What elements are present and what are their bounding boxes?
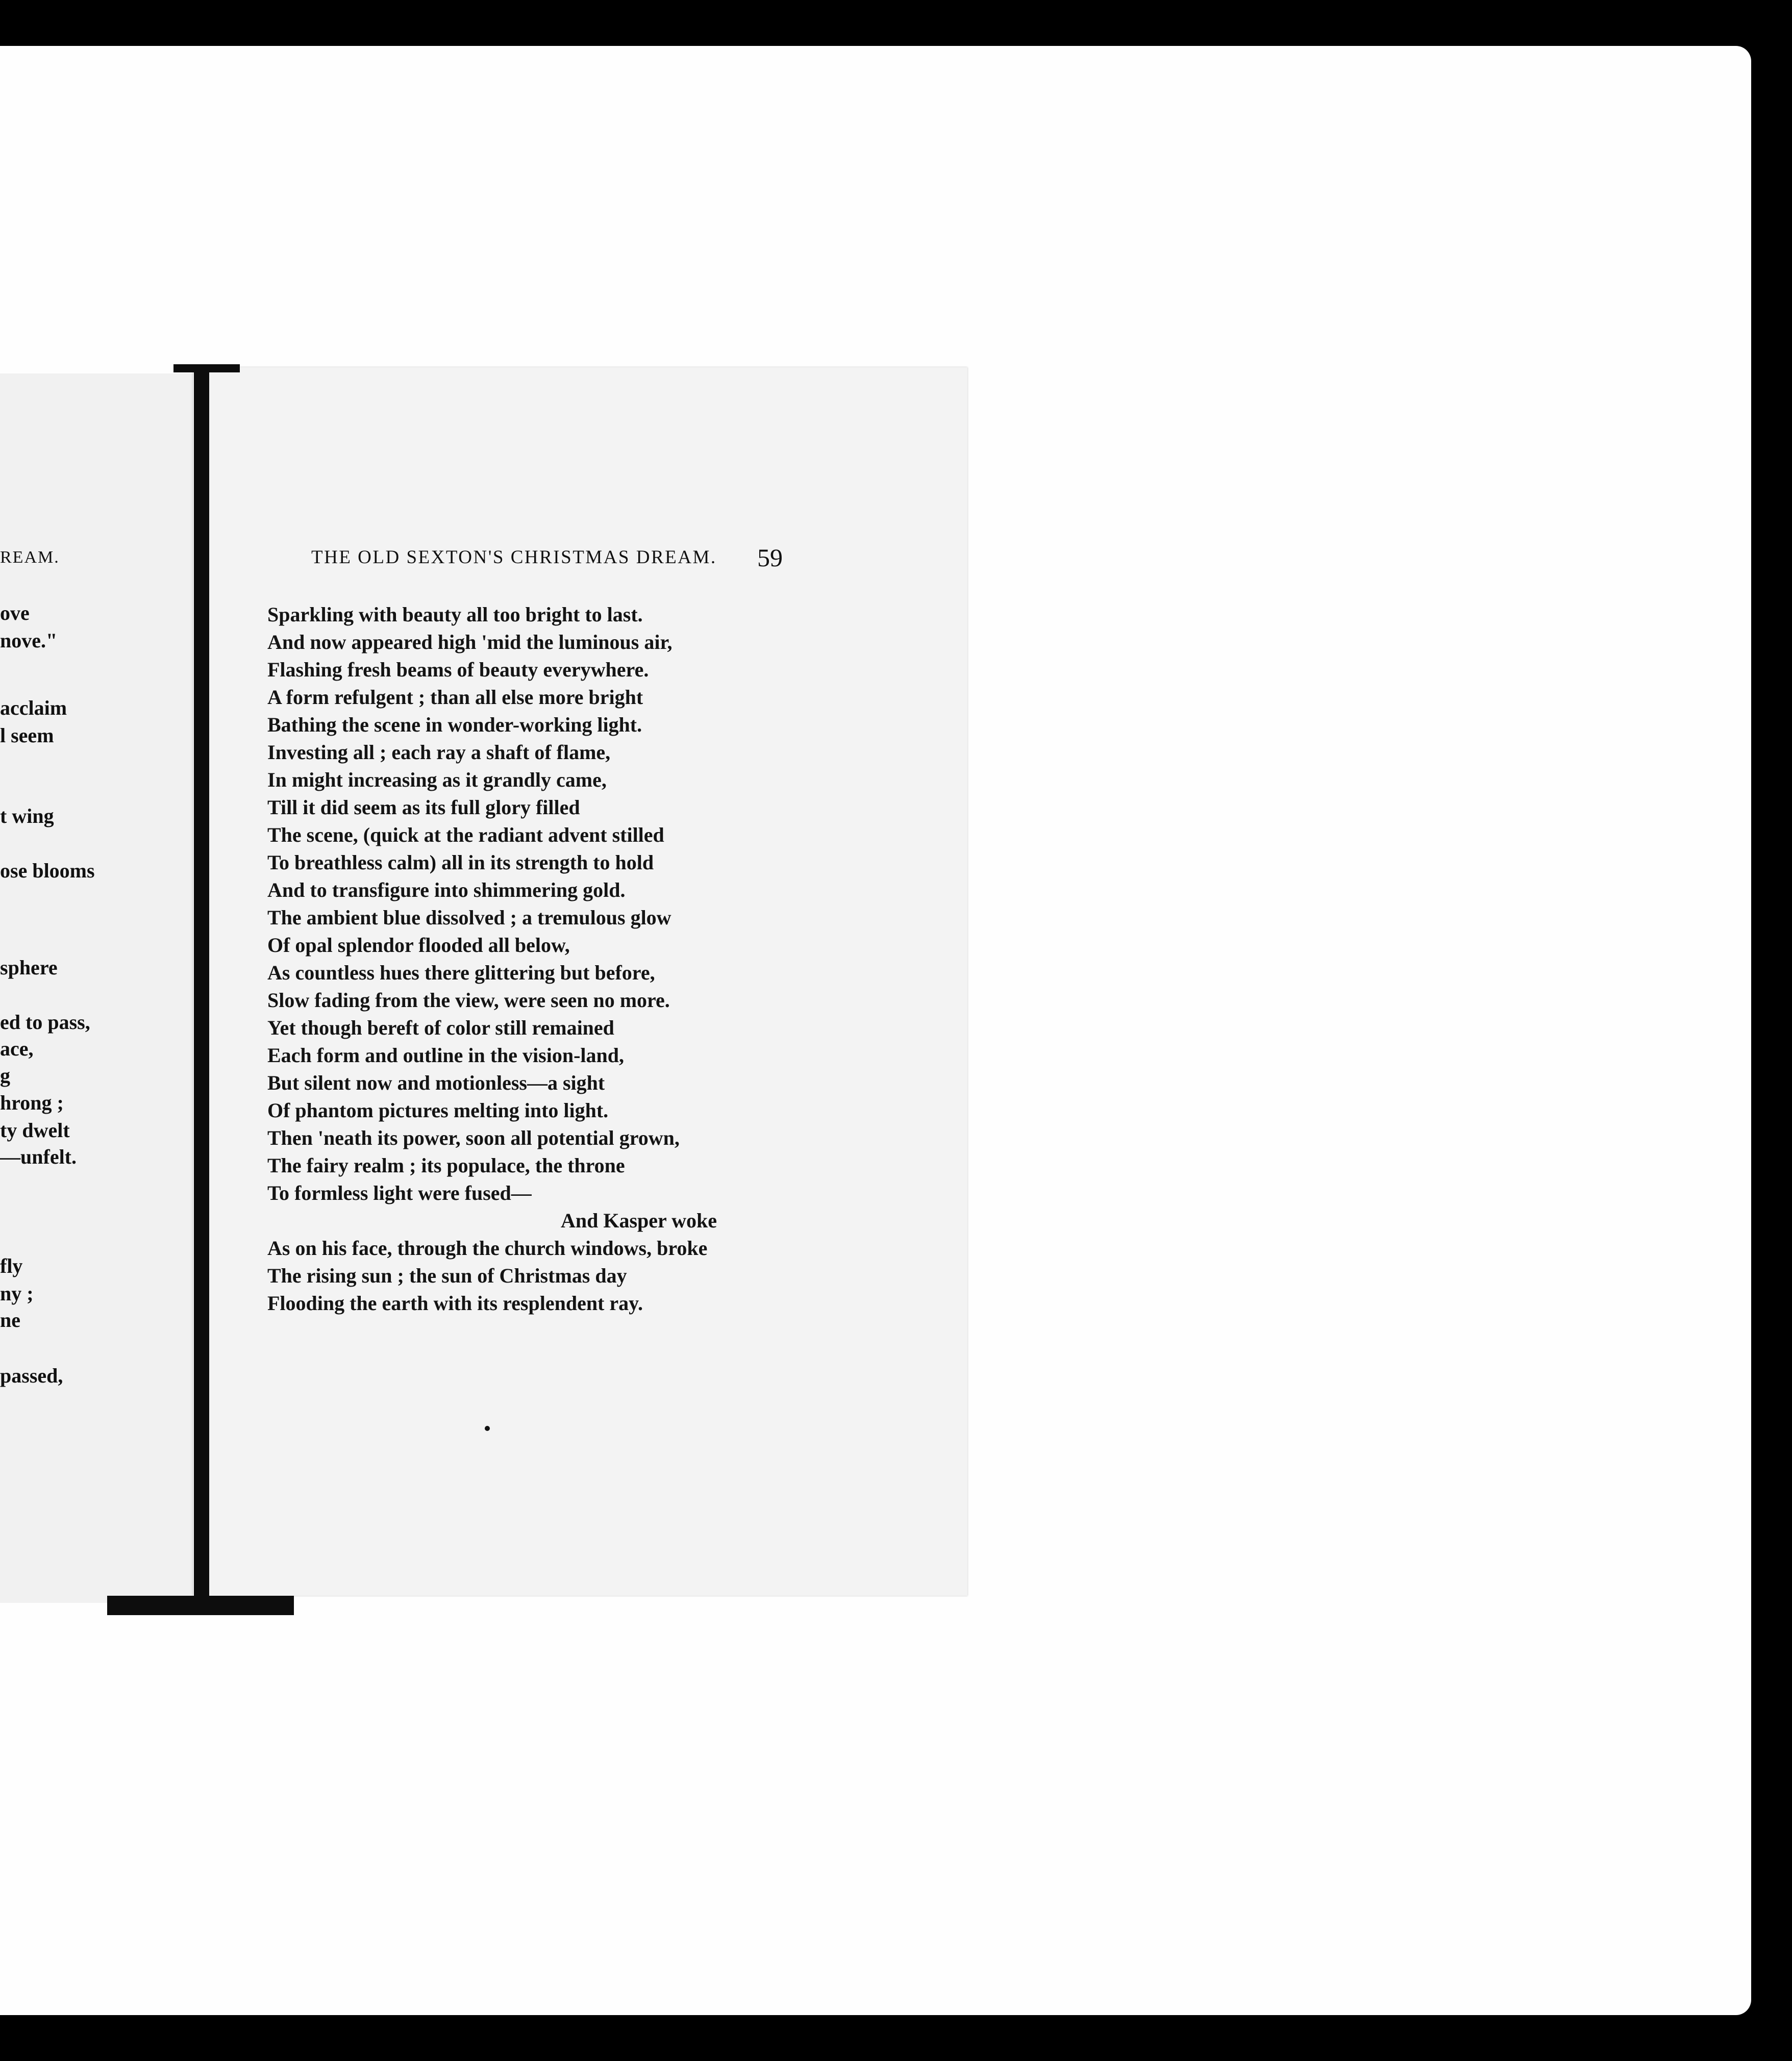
poem-line: Yet though bereft of color still remained [267, 1016, 614, 1039]
left-line: passed, [0, 1364, 63, 1387]
poem-line: A form refulgent ; than all else more bright [267, 686, 643, 709]
right-page [193, 367, 967, 1596]
poem-line: Of phantom pictures melting into light. [267, 1099, 609, 1122]
left-line: t wing [0, 805, 54, 827]
poem-line: Slow fading from the view, were seen no more. [267, 989, 670, 1012]
left-line: hrong ; [0, 1091, 64, 1114]
poem-line: To breathless calm) all in its strength to hold [267, 851, 654, 874]
binding-clip-top [173, 364, 240, 372]
poem-line: Till it did seem as its full glory filled [267, 796, 580, 819]
left-line: fly [0, 1254, 23, 1277]
left-line: ose blooms [0, 859, 95, 882]
left-line: —unfelt. [0, 1145, 77, 1168]
poem-line-indented: And Kasper woke [561, 1209, 717, 1232]
poem-line: And now appeared high 'mid the luminous air, [267, 631, 673, 654]
poem-line: The ambient blue dissolved ; a tremulous glow [267, 906, 671, 929]
running-head: THE OLD SEXTON'S CHRISTMAS DREAM. [311, 547, 717, 568]
poem-line: As on his face, through the church windows, broke [267, 1237, 708, 1260]
left-line: sphere [0, 956, 58, 979]
left-line: l seem [0, 724, 54, 747]
left-line: ny ; [0, 1282, 34, 1305]
binding-clip-bar [194, 372, 209, 1597]
left-line: g [0, 1064, 10, 1087]
left-page-fragment [0, 373, 198, 1603]
poem-line: The fairy realm ; its populace, the throne [267, 1154, 625, 1177]
poem-line: The rising sun ; the sun of Christmas day [267, 1264, 627, 1287]
left-running-head: REAM. [0, 548, 60, 567]
page-number: 59 [757, 543, 783, 572]
left-line: ne [0, 1309, 20, 1331]
poem-line: Each form and outline in the vision-land, [267, 1044, 625, 1067]
left-line: ed to pass, [0, 1011, 90, 1034]
poem-line: And to transfigure into shimmering gold. [267, 878, 626, 901]
left-line: ove [0, 601, 30, 624]
ink-speck [485, 1426, 490, 1431]
poem-line: Of opal splendor flooded all below, [267, 934, 570, 957]
scan-border-bottom [0, 2030, 1792, 2061]
left-line: acclaim [0, 696, 67, 719]
poem-line: But silent now and motionless—a sight [267, 1071, 605, 1094]
binding-clip-bottom [107, 1596, 294, 1615]
poem-line: Flashing fresh beams of beauty everywhere. [267, 658, 649, 681]
left-line: ace, [0, 1037, 34, 1060]
left-line: ty dwelt [0, 1119, 70, 1142]
poem-line: The scene, (quick at the radiant advent stilled [267, 823, 664, 846]
poem-line: Then 'neath its power, soon all potential grown, [267, 1126, 680, 1149]
poem-line: Bathing the scene in wonder-working light. [267, 713, 642, 736]
poem-line: As countless hues there glittering but before, [267, 961, 655, 984]
poem-text [267, 601, 931, 1317]
left-line: nove." [0, 629, 58, 652]
poem-line: Sparkling with beauty all too bright to last. [267, 603, 643, 626]
poem-line: In might increasing as it grandly came, [267, 768, 607, 791]
poem-line: To formless light were fused— [267, 1182, 532, 1204]
poem-line: Flooding the earth with its resplendent ray. [267, 1292, 643, 1315]
poem-line: Investing all ; each ray a shaft of flame, [267, 741, 611, 764]
